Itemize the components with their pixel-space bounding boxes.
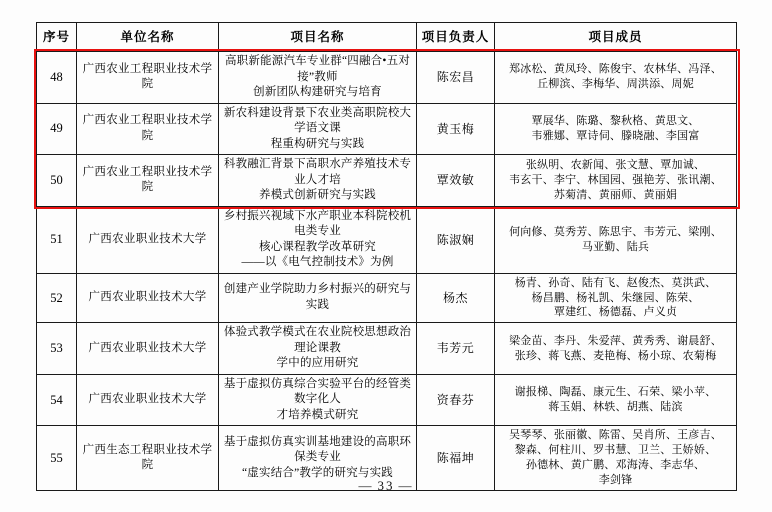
cell-leader: 资春芬 — [417, 374, 495, 426]
member-line: 韦雅娜、覃诗伺、滕晓融、李国富 — [531, 129, 700, 142]
project-line: 基于虚拟仿真实训基地建设的高职环保类专业 — [223, 435, 412, 464]
table-header-row — [37, 23, 737, 52]
project-line: 养模式创新研究与实践 — [259, 189, 376, 202]
cell-leader: 杨杰 — [417, 273, 495, 323]
footer-page-number: 33 — [377, 478, 395, 493]
page-footer — [0, 478, 772, 494]
cell-no: 51 — [37, 206, 77, 273]
cell-leader: 韦芳元 — [417, 323, 495, 375]
footer-dash-right: — — [398, 478, 414, 493]
cell-members — [495, 155, 737, 207]
member-line: 杨昌鹏、杨礼凯、朱继园、陈荣、 — [531, 291, 700, 304]
cell-members — [495, 323, 737, 375]
member-line: 谢报梯、陶磊、康元生、石荣、梁小苹、 — [514, 386, 717, 399]
cell-leader: 陈淑娴 — [417, 206, 495, 273]
cell-unit: 广西农业工程职业技术学院 — [77, 155, 219, 207]
cell-no: 54 — [37, 374, 77, 426]
cell-unit: 广西农业职业技术大学 — [77, 273, 219, 323]
member-line: 梁金苗、李丹、朱爱萍、黄秀秀、谢晨舒、 — [509, 334, 722, 347]
project-line: 学中的应用研究 — [276, 357, 359, 370]
cell-members — [495, 374, 737, 426]
cell-members — [495, 206, 737, 273]
project-line: 体验式教学模式在农业院校思想政治理论课教 — [223, 326, 412, 354]
member-line: 孙德林、黄广鹏、邓海涛、李志华、 — [525, 459, 706, 472]
column-header-members: 项目成员 — [495, 23, 737, 52]
member-line: 丘柳滨、李梅华、周洪添、周妮 — [537, 78, 694, 91]
cell-leader: 黄玉梅 — [417, 103, 495, 155]
table-row — [37, 206, 737, 273]
cell-unit: 广西农业工程职业技术学院 — [77, 52, 219, 104]
cell-no: 55 — [37, 426, 77, 490]
member-line: 苏菊清、黄丽师、黄丽娟 — [553, 188, 678, 201]
member-line: 蒋玉娟、林轶、胡燕、陆滨 — [548, 401, 683, 414]
member-line: 郑冰松、黄凤玲、陈俊宇、农林华、冯泽、 — [509, 63, 722, 76]
cell-project — [219, 52, 417, 104]
table-row — [37, 103, 737, 155]
column-header-project: 项目名称 — [219, 23, 417, 52]
project-line: 创建产业学院助力乡村振兴的研究与实践 — [223, 283, 412, 311]
member-line: 覃展华、陈璐、黎秋格、黄思文、 — [531, 114, 700, 127]
column-header-leader: 项目负责人 — [417, 23, 495, 52]
table-row — [37, 374, 737, 426]
member-line: 黎森、何柱川、罗书慧、卫兰、王娇娇、 — [514, 444, 717, 457]
table-row — [37, 155, 737, 207]
cell-unit: 广西农业工程职业技术学院 — [77, 103, 219, 155]
table-row — [37, 52, 737, 104]
cell-unit: 广西农业职业技术大学 — [77, 206, 219, 273]
cell-no: 49 — [37, 103, 77, 155]
cell-members — [495, 103, 737, 155]
project-line: 高职新能源汽车专业群“四融合•五对接”教师 — [224, 55, 411, 83]
cell-no: 53 — [37, 323, 77, 375]
projects-table — [36, 22, 737, 491]
cell-leader: 陈宏昌 — [417, 52, 495, 104]
project-line: 程重构研究与实践 — [270, 137, 365, 150]
member-line: 张珍、蒋飞燕、麦艳梅、杨小琼、农菊梅 — [514, 349, 717, 362]
table-body — [37, 52, 737, 491]
cell-members — [495, 273, 737, 323]
project-line: 创新团队构建研究与培育 — [253, 86, 382, 99]
table-row — [37, 273, 737, 323]
project-line: 新农科建设背景下农业类高职院校大学语文课 — [223, 106, 412, 135]
cell-unit: 广西农业职业技术大学 — [77, 374, 219, 426]
cell-unit: 广西生态工程职业技术学院 — [77, 426, 219, 490]
column-header-no: 序号 — [37, 23, 77, 52]
project-line: 科教融汇背景下高职水产养殖技术专业人才培 — [223, 158, 412, 186]
cell-no: 48 — [37, 52, 77, 104]
cell-project — [219, 374, 417, 426]
member-line: 马亚勤、陆兵 — [581, 240, 650, 253]
member-line: 韦玄干、李宁、林国园、强艳芳、张讯潮、 — [509, 173, 722, 186]
column-header-unit: 单位名称 — [77, 23, 219, 52]
cell-leader: 陈福坤 — [417, 426, 495, 490]
project-line: ——以《电气控制技术》为例 — [241, 256, 394, 269]
cell-project — [219, 323, 417, 375]
cell-project — [219, 103, 417, 155]
member-line: 何向修、莫秀芳、陈思宇、韦芳元、梁刚、 — [509, 225, 722, 238]
cell-no: 50 — [37, 155, 77, 207]
member-line: 覃建红、杨德磊、卢义贞 — [553, 306, 678, 319]
project-line: “虚实结合”教学的研究与实践 — [241, 466, 393, 479]
member-line: 张纵明、农新闻、张文慧、覃加诚、 — [525, 159, 706, 172]
cell-project — [219, 155, 417, 207]
cell-unit: 广西农业职业技术大学 — [77, 323, 219, 375]
member-line: 吴琴琴、张丽徽、陈雷、吴肖所、王彦吉、 — [509, 429, 722, 442]
cell-members — [495, 52, 737, 104]
project-line: 核心课程教学改革研究 — [259, 240, 376, 253]
project-line: 乡村振兴视域下水产职业本科院校机电类专业 — [223, 209, 412, 238]
project-line: 才培养模式研究 — [276, 408, 359, 421]
member-line: 李剑锋 — [598, 473, 633, 486]
table-row — [37, 323, 737, 375]
footer-dash-left: — — [358, 478, 374, 493]
project-line: 基于虚拟仿真综合实验平台的经管类数字化人 — [223, 377, 412, 406]
cell-no: 52 — [37, 273, 77, 323]
cell-project — [219, 273, 417, 323]
cell-project — [219, 206, 417, 273]
member-line: 杨青、孙奇、陆有飞、赵俊杰、莫洪武、 — [514, 276, 717, 289]
cell-leader: 覃效敏 — [417, 155, 495, 207]
